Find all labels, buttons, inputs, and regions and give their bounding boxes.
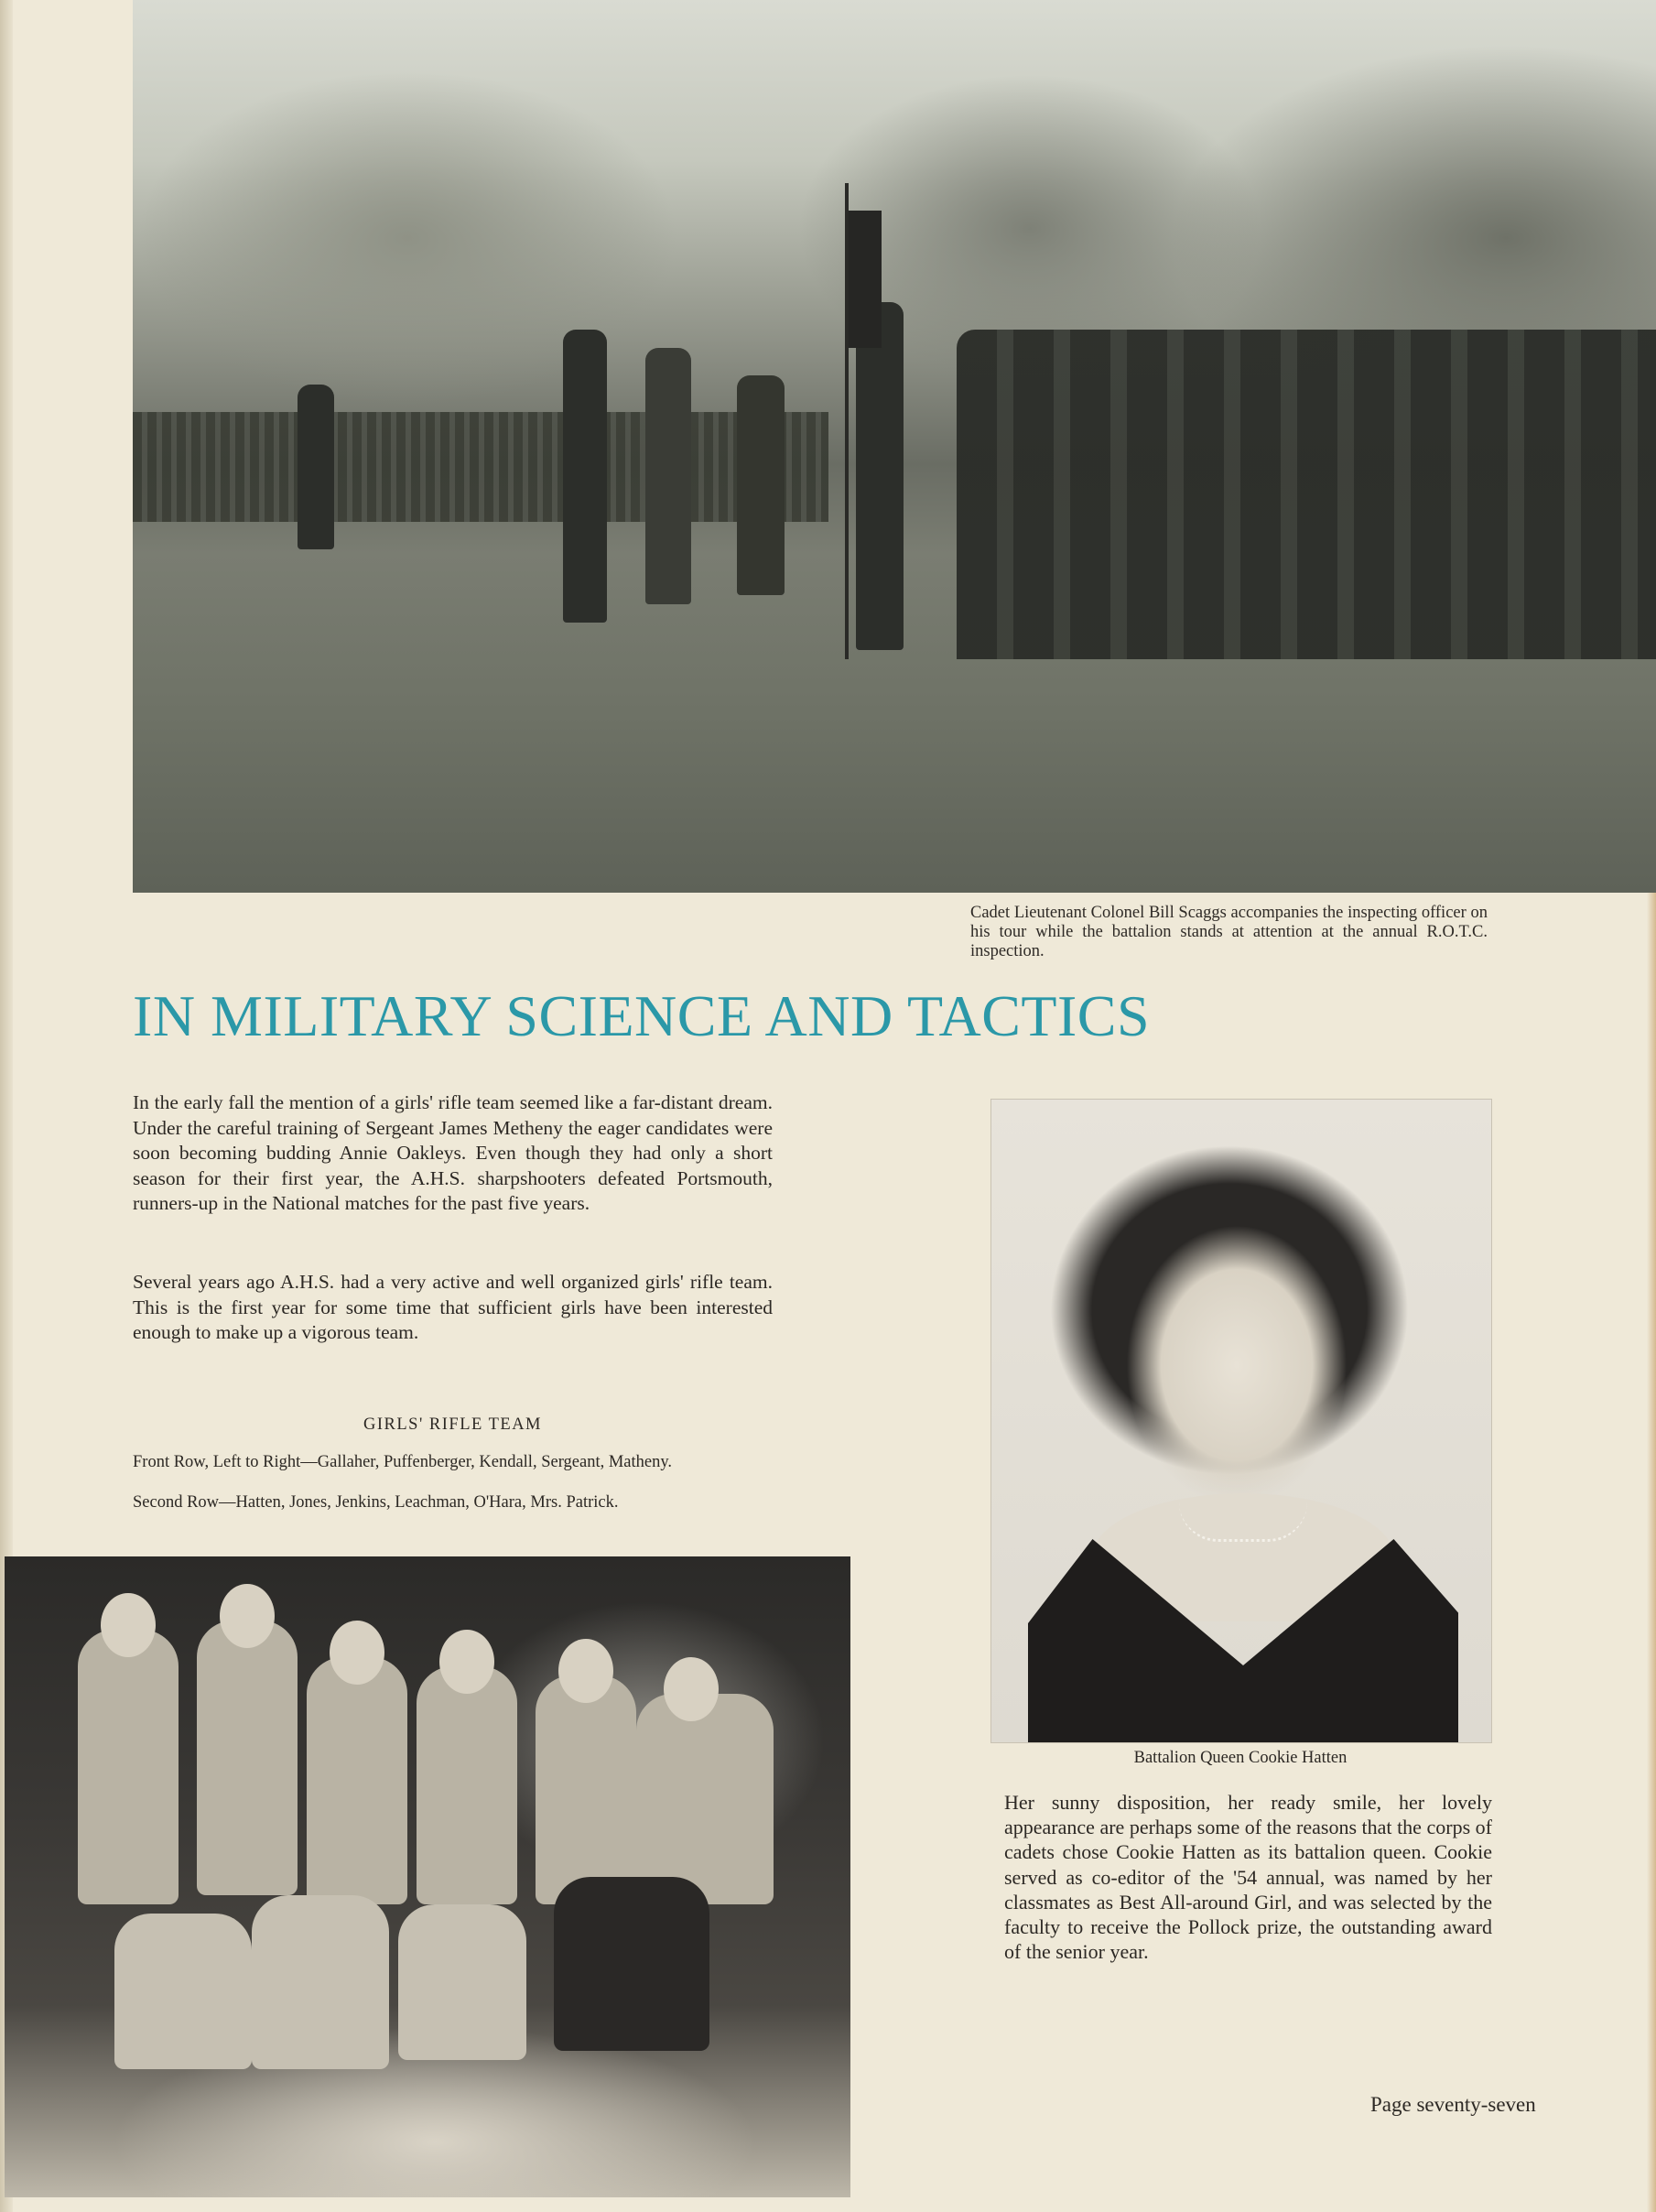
top-photo-caption: Cadet Lieutenant Colonel Bill Scaggs accompanies the inspecting officer on his tour while the battalion stands at attention at the annual R.O.T.C. inspection. [970,904,1488,960]
photo-team-member [636,1694,774,1904]
rifle-team-paragraph-1: In the early fall the mention of a girls' rifle team seemed like a far-distant dream. Under the careful training of Sergeant James Metheny the eager candidates were soon becoming budding Annie Oakleys. Even though they had only a short season for their first year, the A.H.S. sharpshooters defeated Portsmouth, runners-up in the National matches for the past five years. [133,1091,773,1215]
photo-team-member-head [439,1630,494,1694]
rifle-team-paragraph-2: Several years ago A.H.S. had a very active and well organized girls' rifle team. This is the first year for some time that sufficient girls have been interested enough to make up a vigorous team. [133,1271,773,1344]
photo-crowd [133,412,828,522]
photo-team-member-head [330,1621,384,1685]
page-headline: IN MILITARY SCIENCE AND TACTICS [133,983,1151,1048]
photo-flag-bearer-figure [856,302,904,650]
photo-team-member-head [220,1584,275,1648]
photo-team-member-head [664,1657,719,1721]
rifle-team-title: GIRLS' RIFLE TEAM [363,1415,542,1434]
flag [849,211,882,348]
portrait-necklace [1179,1502,1307,1542]
girls-rifle-team-photo [5,1556,850,2197]
photo-team-member [307,1657,407,1904]
photo-team-member [197,1621,298,1895]
portrait-caption: Battalion Queen Cookie Hatten [1133,1749,1348,1767]
photo-team-member-head [558,1639,613,1703]
photo-team-member [536,1675,636,1904]
page-number: Page seventy-seven [1370,2093,1536,2116]
rotc-inspection-photo [133,0,1656,893]
photo-team-member [417,1666,517,1904]
battalion-ranks [957,330,1656,659]
photo-cadet-figure [298,385,334,549]
photo-team-member [78,1630,179,1904]
battalion-queen-portrait [990,1099,1492,1743]
photo-team-member-head [101,1593,156,1657]
photo-cadet-figure [645,348,691,604]
photo-team-member-seated [398,1904,526,2060]
photo-officer-figure [737,375,785,595]
photo-team-member-seated [114,1914,252,2069]
photo-team-member-seated [252,1895,389,2069]
rifle-team-front-row: Front Row, Left to Right—Gallaher, Puffenberger, Kendall, Sergeant, Matheny. [133,1453,673,1471]
photo-cadet-figure [563,330,607,623]
rifle-team-second-row: Second Row—Hatten, Jones, Jenkins, Leachman, O'Hara, Mrs. Patrick. [133,1493,619,1512]
battalion-queen-description: Her sunny disposition, her ready smile, her lovely appearance are perhaps some of the reasons that the corps of cadets chose Cookie Hatten as its battalion queen. Cookie served as co-editor of the '54 annual, was named by her classmates as Best All-around Girl, and was selected by the faculty to receive the Pollock prize, the outstanding award of the senior year. [1004,1791,1492,1964]
photo-sergeant-figure [554,1877,709,2051]
